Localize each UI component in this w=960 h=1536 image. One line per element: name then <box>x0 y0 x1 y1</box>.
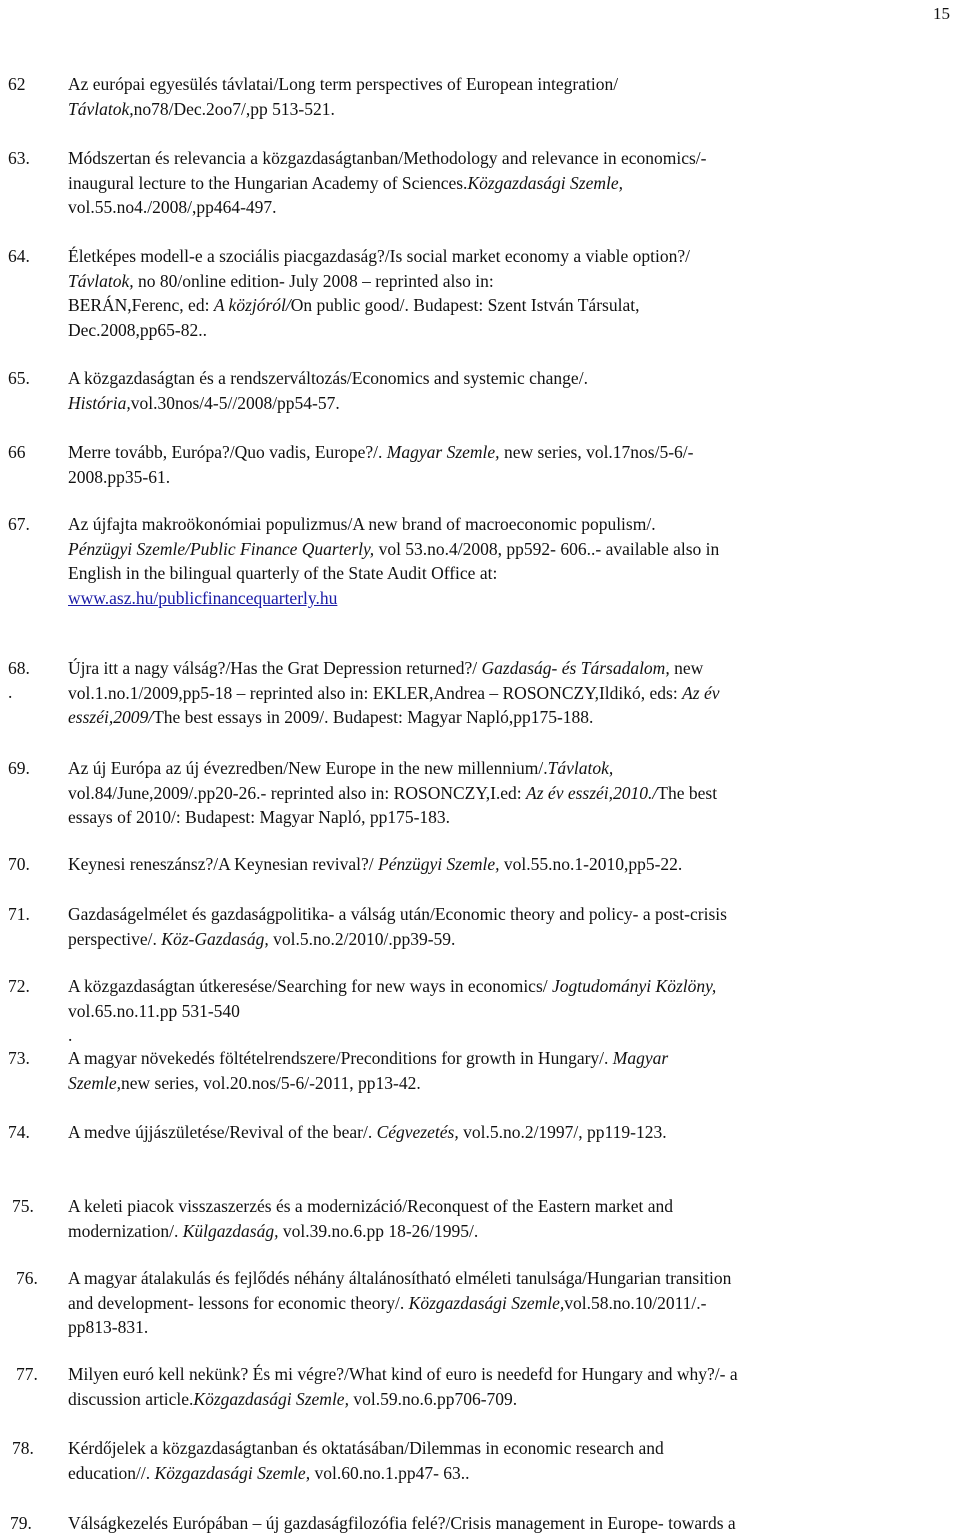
citation-text: BERÁN,Ferenc, ed: <box>68 295 214 316</box>
entry-text <box>68 852 946 877</box>
citation-text: Újra itt a nagy válság?/Has the Grat Depression returned?/ <box>68 658 482 678</box>
citation-text: vol.55.no.1-2010,pp5-22. <box>499 854 683 874</box>
entry-number: 65. <box>8 368 30 388</box>
entry-number: 64. <box>8 246 30 266</box>
journal-title: Az év esszéi,2010./ <box>526 782 658 803</box>
citation-text: The best essays in 2009/. Budapest: Magyar Napló,pp175-188. <box>153 707 594 728</box>
entry-number: 79. <box>10 1513 32 1533</box>
entry-line <box>68 561 946 586</box>
entry-line <box>68 244 946 269</box>
entry-text <box>68 1511 946 1536</box>
citation-text: vol.65.no.11.pp 531-540 <box>68 1000 240 1021</box>
journal-title: A közjóról/ <box>213 295 291 316</box>
citation-text: Az újfajta makroökonómiai populizmus/A new brand of macroeconomic populism/. <box>68 514 656 534</box>
journal-title: Gazdaság- és Társadalom, <box>481 658 670 678</box>
citation-text: Életképes modell-e a szociális piacgazdaság?/Is social market economy a viable option?/ <box>68 246 690 266</box>
entry-number: 66 <box>8 442 26 462</box>
journal-title: Jogtudományi Közlöny, <box>552 976 717 996</box>
entry-number: 78. <box>12 1438 34 1458</box>
website-link[interactable]: www.asz.hu/publicfinancequarterly.hu <box>68 587 338 608</box>
journal-title: Pénzügyi Szemle/Public Finance Quarterly, <box>68 538 375 559</box>
entry-text <box>68 512 946 610</box>
citation-text: essays of 2010/: Budapest: Magyar Napló, pp175-183. <box>68 807 451 828</box>
citation-text: no 80/online edition- July 2008 – reprinted also in: <box>133 270 494 291</box>
entry-number: 73. <box>8 1048 30 1068</box>
entry-number: 76. <box>16 1268 38 1288</box>
entry-line <box>68 1362 946 1387</box>
entry-line <box>68 1436 946 1461</box>
citation-text: The best <box>657 782 718 803</box>
citation-text: vol.30nos/4-5//2008/pp54-57. <box>130 392 340 413</box>
citation-text: pp813-831. <box>68 1317 149 1338</box>
entry-line <box>68 1120 946 1145</box>
entry-line <box>68 293 946 318</box>
citation-text: A magyar növekedés föltételrendszere/Preconditions for growth in Hungary/. <box>68 1048 613 1068</box>
citation-text: modernization/. <box>68 1220 183 1241</box>
citation-text: Keynesi reneszánsz?/A Keynesian revival?/ <box>68 854 379 874</box>
citation-text: Milyen euró kell nekünk? És mi végre?/What kind of euro is needefd for Hungary and why?/- a <box>68 1364 738 1384</box>
entry-text <box>68 902 946 951</box>
journal-title: História, <box>68 392 131 413</box>
entry-line <box>68 1387 946 1412</box>
citation-text: vol.5.no.2/1997/, pp119-123. <box>458 1122 667 1142</box>
citation-text: vol 53.no.4/2008, pp592- 606..- available also in <box>374 538 720 559</box>
citation-text: A magyar átalakulás és fejlődés néhány általánosítható elméleti tanulsága/Hungarian transition <box>68 1268 732 1288</box>
journal-title: Külgazdaság, <box>182 1220 279 1241</box>
journal-title: Magyar Szemle, <box>386 442 500 462</box>
citation-text: Módszertan és relevancia a közgazdaságtanban/Methodology and relevance in economics/- <box>68 148 707 168</box>
entry-line <box>68 366 946 391</box>
citation-text: discussion article. <box>68 1388 194 1409</box>
citation-text: vol.1.no.1/2009,pp5-18 – reprinted also in: EKLER,Andrea – ROSONCZY,Ildikó, eds: <box>68 682 683 703</box>
entry-number: 74. <box>8 1122 30 1142</box>
journal-title: Távlatok, <box>68 270 134 291</box>
entry-number: 68. <box>8 658 30 678</box>
entry-text <box>68 146 946 220</box>
citation-text: no78/Dec.2oo7/,pp 513-521. <box>133 98 335 119</box>
citation-text: vol.58.no.10/2011/.- <box>564 1292 707 1313</box>
entry-text <box>68 244 946 342</box>
entry-line <box>68 146 946 171</box>
entry-text <box>68 1266 946 1340</box>
entry-text <box>68 1362 946 1411</box>
entry-text <box>68 656 946 730</box>
citation-text: Válságkezelés Európában – új gazdaságfilozófia felé?/Crisis management in Europe- towards a <box>68 1513 736 1533</box>
entry-line <box>68 1023 946 1048</box>
entry-line <box>68 195 946 220</box>
journal-title: Pénzügyi Szemle, <box>378 854 500 874</box>
entry-text <box>68 1046 946 1095</box>
entry-line <box>68 999 946 1024</box>
entry-text <box>68 1120 946 1145</box>
entry-text <box>68 440 946 489</box>
journal-title: Közgazdasági Szemle, <box>467 172 623 193</box>
entry-number: 69. <box>8 758 30 778</box>
entry-line <box>68 1291 946 1316</box>
citation-text: Kérdőjelek a közgazdaságtanban és oktatásában/Dilemmas in economic research and <box>68 1438 664 1458</box>
citation-text: vol.60.no.1.pp47- 63.. <box>310 1462 470 1483</box>
entry-number: 75. <box>12 1196 34 1216</box>
entry-number: 77. <box>16 1364 38 1384</box>
citation-text: English in the bilingual quarterly of the State Audit Office at: <box>68 563 498 584</box>
entry-line <box>68 512 946 537</box>
citation-text: vol.55.no4./2008/,pp464-497. <box>68 197 277 218</box>
journal-title: esszéi,2009/ <box>68 707 154 728</box>
citation-text: Az új Európa az új évezredben/New Europe in the new millennium/. <box>68 758 548 778</box>
citation-text: On public good/. Budapest: Szent István Társulat, <box>290 295 640 316</box>
entry-line <box>68 537 946 562</box>
journal-title: Távlatok, <box>68 98 134 119</box>
entry-number: 62 <box>8 74 26 94</box>
entry-line <box>68 927 946 952</box>
citation-text: inaugural lecture to the Hungarian Academy of Sciences. <box>68 172 468 193</box>
entry-line <box>68 72 946 97</box>
journal-title: Cégvezetés, <box>376 1122 459 1142</box>
entry-line <box>68 781 946 806</box>
entry-line <box>68 1461 946 1486</box>
citation-text: perspective/. <box>68 928 162 949</box>
journal-title: Az év <box>682 682 720 703</box>
journal-title: Szemle, <box>68 1072 121 1093</box>
citation-text: vol.59.no.6.pp706-709. <box>348 1388 518 1409</box>
entry-number: 71. <box>8 904 30 924</box>
citation-text: education//. <box>68 1462 155 1483</box>
entry-line <box>68 974 946 999</box>
citation-text: Gazdaságelmélet és gazdaságpolitika- a válság után/Economic theory and policy- a post-crisis <box>68 904 727 924</box>
entry-line <box>68 681 946 706</box>
entry-line <box>68 269 946 294</box>
entry-line <box>68 1266 946 1291</box>
citation-text: A medve újjászületése/Revival of the bear/. <box>68 1122 377 1142</box>
entry-line <box>68 805 946 830</box>
page-number: 15 <box>933 4 950 23</box>
entry-text <box>68 366 946 415</box>
citation-text: Dec.2008,pp65-82.. <box>68 319 208 340</box>
entry-line <box>68 1194 946 1219</box>
entry-line <box>68 1071 946 1096</box>
entry-line <box>68 705 946 730</box>
entry-line <box>68 318 946 343</box>
entry-line <box>68 1219 946 1244</box>
citation-text: Merre tovább, Európa?/Quo vadis, Europe?/. <box>68 442 387 462</box>
journal-title: Köz-Gazdaság, <box>161 928 269 949</box>
entry-text <box>68 1436 946 1485</box>
journal-title: Távlatok, <box>547 758 614 778</box>
citation-text: new <box>669 658 704 678</box>
entry-line <box>68 1511 946 1536</box>
citation-text: A közgazdaságtan útkeresése/Searching for new ways in economics/ <box>68 976 553 996</box>
citation-text: A keleti piacok visszaszerzés és a modernizáció/Reconquest of the Eastern market and <box>68 1196 673 1216</box>
stray-period: . <box>8 682 13 702</box>
citation-text: vol.5.no.2/2010/.pp39-59. <box>268 928 456 949</box>
citation-text: and development- lessons for economic theory/. <box>68 1292 409 1313</box>
journal-title: Közgazdasági Szemle, <box>154 1462 311 1483</box>
entry-line <box>68 902 946 927</box>
entry-line <box>68 852 946 877</box>
citation-text: vol.39.no.6.pp 18-26/1995/. <box>278 1220 479 1241</box>
citation-text: . <box>68 1025 73 1046</box>
entry-line <box>68 756 946 781</box>
entry-line <box>68 97 946 122</box>
citation-text: vol.84/June,2009/.pp20-26.- reprinted also in: ROSONCZY,I.ed: <box>68 782 527 803</box>
citation-text: A közgazdaságtan és a rendszerváltozás/Economics and systemic change/. <box>68 368 588 388</box>
journal-title: Közgazdasági Szemle, <box>408 1292 565 1313</box>
citation-text: new series, vol.20.nos/5-6/-2011, pp13-42. <box>120 1072 421 1093</box>
citation-text: new series, vol.17nos/5-6/- <box>499 442 694 462</box>
entry-text <box>68 1194 946 1243</box>
entry-text <box>68 974 946 1048</box>
entry-line <box>68 1315 946 1340</box>
journal-title: Magyar <box>612 1048 669 1068</box>
entry-text <box>68 756 946 830</box>
entry-line <box>68 656 946 681</box>
entry-line <box>68 1046 946 1071</box>
entry-line <box>68 171 946 196</box>
citation-text: Az európai egyesülés távlatai/Long term perspectives of European integration/ <box>68 74 619 94</box>
entry-line <box>68 465 946 490</box>
entry-line <box>68 440 946 465</box>
entry-number: 67. <box>8 514 30 534</box>
entry-line <box>68 586 946 611</box>
entry-text <box>68 72 946 121</box>
entry-number: 72. <box>8 976 30 996</box>
entry-number: 63. <box>8 148 30 168</box>
journal-title: Közgazdasági Szemle, <box>193 1388 349 1409</box>
citation-text: 2008.pp35-61. <box>68 466 171 487</box>
entry-number: 70. <box>8 854 30 874</box>
entry-line <box>68 391 946 416</box>
